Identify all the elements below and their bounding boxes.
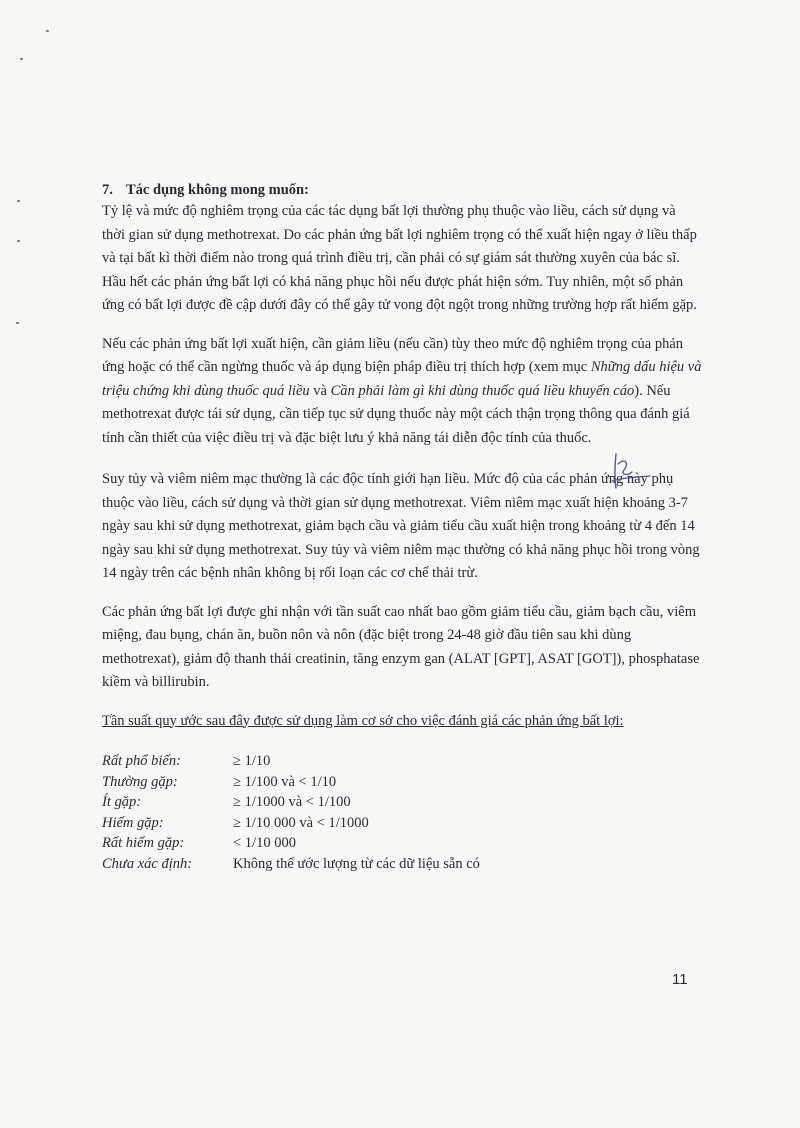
table-row [102,772,480,793]
table-row [102,792,480,813]
section-title: Tác dụng không mong muốn: [126,182,309,198]
frequency-label: Rất hiếm gặp: [102,835,185,851]
table-row [102,813,480,834]
section-content [102,180,702,874]
frequency-label: Ít gặp: [102,794,142,810]
paragraph-dose-severity: Tỷ lệ và mức độ nghiêm trọng của các tác dụng bất lợi thường phụ thuộc vào liều, cách sử dụng và thời gian sử dụng methotrexat. Do các phản ứng bất lợi nghiêm trọng có thể xuất hiện ngay ở liều thấp và tại bất kì thời điểm nào trong quá trình điều trị, cần phải có sự giám sát thường xuyên của bác sĩ. Hầu hết các phản ứng bất lợi có khả năng phục hồi nếu được phát hiện sớm. Tuy nhiên, một số phản ứng có bất lợi được đề cập dưới đây có thể gây tử vong đột ngột trong những trường hợp rất hiếm gặp. [102,203,697,313]
paragraph-text: ). Nếu methotrexat được tái sử dụng, cần tiếp tục sử dụng thuốc này một cách thận trọng thông qua đánh giá tính cần thiết của việc điều trị và đặc biệt lưu ý khả năng tái diễn độc tính của thuốc. [102,382,690,446]
scan-margin-mark [46,30,49,32]
initials-signature [606,450,652,492]
paragraph-common-reactions: Các phản ứng bất lợi được ghi nhận với tần suất cao nhất bao gồm giảm tiểu cầu, giảm bạch cầu, viêm miệng, đau bụng, chán ăn, buồn nôn và nôn (đặc biệt trong 24-48 giờ đầu tiên sau khi dùng methotrexat), giảm độ thanh thải creatinin, tăng enzym gan (ALAT [GPT], ASAT [GOT]), phosphatase kiềm và billirubin. [102,603,700,690]
paragraph-text: Nếu các phản ứng bất lợi xuất hiện, cần giảm liều (nếu cần) tùy theo mức độ nghiêm trọng của phản ứng hoặc có thể cần ngừng thuốc và áp dụng biện pháp điều trị thích hợp (xem mục [102,335,684,375]
frequency-value: ≥ 1/1000 và < 1/100 [233,794,351,810]
table-row [102,833,480,854]
paragraph-text: và [309,382,331,399]
frequency-label: Chưa xác định: [102,855,193,872]
paragraph-dose-limiting-toxicity: Suy tủy và viêm niêm mạc thường là các độc tính giới hạn liều. Mức độ của các phản ứng này phụ thuộc vào liều, cách sử dụng và thời gian sử dụng methotrexat. Viêm niêm mạc xuất hiện khoảng 3-7 ngày sau khi sử dụng methotrexat, giảm bạch cầu và giảm tiểu cầu xuất hiện trong khoảng từ 4 đến 14 ngày sau khi sử dụng methotrexat. Suy tủy và viêm niêm mạc thường có khả năng phục hồi trong vòng 14 ngày trên các bệnh nhân không bị rối loạn các cơ chế thải trừ. [102,471,700,581]
scan-margin-mark [17,200,20,202]
table-row [102,751,480,772]
frequency-convention-intro: Tần suất quy ước sau đây được sử dụng làm cơ sở cho việc đánh giá các phản ứng bất lợi: [102,712,624,729]
section-heading [102,180,702,200]
paragraph-dose-reduction [102,333,702,451]
frequency-label: Rất phổ biến: [102,753,181,769]
frequency-value: ≥ 1/100 và < 1/10 [233,773,337,790]
section-number: 7. [102,182,113,198]
table-row [102,854,480,875]
frequency-value: Không thể ước lượng từ các dữ liệu sẵn có [233,855,480,872]
scan-margin-mark [17,240,20,242]
section-reference: Những dấu hiệu và triệu chứng khi dùng thuốc quá liều [102,359,702,399]
section-reference: Cần phải làm gì khi dùng thuốc quá liều khuyến cáo [330,382,635,399]
frequency-table [102,751,480,874]
scan-margin-mark [16,322,19,324]
frequency-value: < 1/10 000 [233,835,296,851]
frequency-label: Thường gặp: [102,773,178,790]
scan-margin-mark [20,58,23,60]
frequency-label: Hiếm gặp: [102,814,164,831]
frequency-value: ≥ 1/10 [233,753,271,769]
frequency-value: ≥ 1/10 000 và < 1/1000 [233,814,369,831]
page-number: 11 [672,971,688,988]
